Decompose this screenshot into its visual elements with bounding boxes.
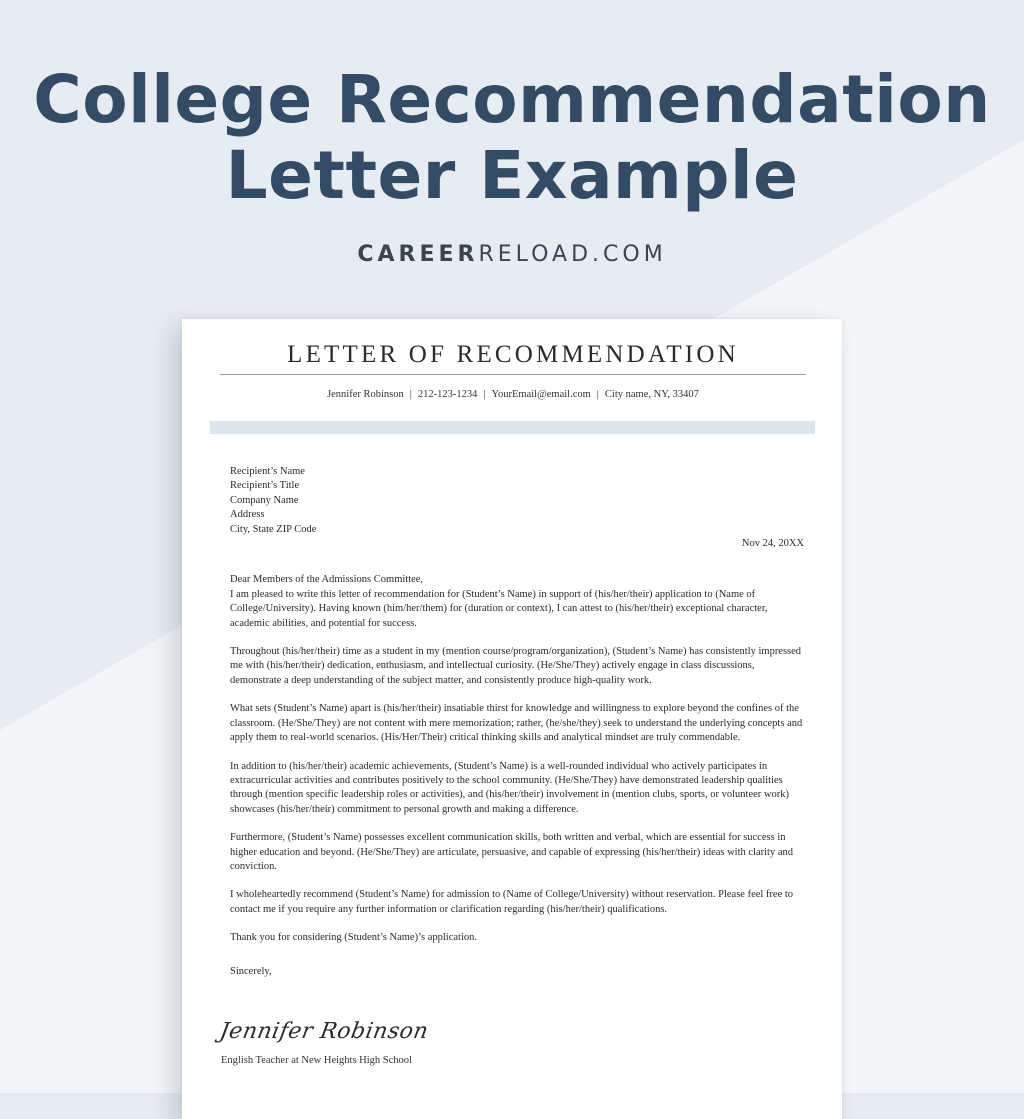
paragraph: I wholeheartedly recommend (Student’s Name) for admission to (Name of College/University) without reservation. Please feel free to contact me if you require any further information or clarification regarding (his/her/their) qualifications. xyxy=(230,889,794,915)
paragraph: What sets (Student’s Name) apart is (his/her/their) insatiable thirst for knowledge and willingness to explore beyond the confines of the classroom. (He/She/They) are not content with mere memorization; rather, (he/she/they) seek to understand the underlying concepts and apply them to real-world scenarios. (His/Her/Their) critical thinking skills and analytical mindset are truly commendable. xyxy=(230,703,803,744)
letter-body xyxy=(230,465,804,979)
paragraph: Thank you for considering (Student’s Name)’s application. xyxy=(230,932,477,944)
contact-phone: 212-123-1234 xyxy=(417,389,478,400)
contact-separator: | xyxy=(596,389,599,400)
brand-bold-text: CAREER xyxy=(357,242,479,267)
recipient-line: City, State ZIP Code xyxy=(230,523,317,535)
paragraph: Furthermore, (Student’s Name) possesses excellent communication skills, both written and verbal, which are essential for success in higher education and beyond. (He/She/They) are articulate, persuasive, and capable of expressing (his/her/their) ideas with clarity and conviction. xyxy=(230,832,793,872)
recipient-line: Address xyxy=(230,509,265,521)
contact-email: YourEmail@email.com xyxy=(491,389,591,400)
signer-title: English Teacher at New Heights High School xyxy=(221,1055,412,1066)
brand-light-text: RELOAD.COM xyxy=(478,242,667,267)
contact-name: Jennifer Robinson xyxy=(327,389,404,400)
header-band xyxy=(210,421,815,434)
title-line-1: College Recommendation xyxy=(33,61,991,138)
recipient-line: Recipient’s Name xyxy=(230,466,305,477)
paragraph: I am pleased to write this letter of recommendation for (Student’s Name) in support of (his/her/their) application to (Name of College/University). Having known (him/her/them) for (duration or context), I can attest to (his/her/their) exceptional character, academic abilities, and potential for success. xyxy=(230,588,768,629)
letter-title: LETTER OF RECOMMENDATION xyxy=(287,341,739,368)
recipient-line: Company Name xyxy=(230,494,299,506)
contact-line xyxy=(220,389,806,400)
recipient-block xyxy=(230,465,804,537)
signature: Jennifer Robinson xyxy=(217,1019,431,1044)
title-divider xyxy=(220,374,806,375)
contact-location: City name, NY, 33407 xyxy=(604,389,699,400)
closing: Sincerely, xyxy=(230,965,272,977)
paragraph: In addition to (his/her/their) academic achievements, (Student’s Name) is a well-rounded individual who actively participates in extracurricular activities and contributes positively to the school community. (He/She/They) have demonstrated leadership qualities through (mention specific leadership roles or activities), and (his/her/their) involvement in (mention clubs, sports, or volunteer work) showcases (his/her/their) commitment to personal growth and making a difference. xyxy=(230,760,789,815)
page-header xyxy=(0,62,1024,267)
title-line-2: Letter Example xyxy=(225,137,799,214)
salutation: Dear Members of the Admissions Committee, xyxy=(230,574,424,586)
letter-date: Nov 24, 20XX xyxy=(741,538,804,550)
contact-separator: | xyxy=(409,389,412,400)
brand-logo xyxy=(0,242,1024,267)
paragraph: Throughout (his/her/their) time as a student in my (mention course/program/organization), (Student’s Name) has consistently impressed me with (his/her/their) dedication, enthusiasm, and intellectual curiosity. (He/She/They) actively engage in class discussions, demonstrate a deep understanding of the subject matter, and consistently produce high-quality work. xyxy=(230,646,802,686)
page-title xyxy=(0,62,1024,214)
contact-separator: | xyxy=(483,389,486,400)
recipient-line: Recipient’s Title xyxy=(230,480,300,492)
letter-document xyxy=(182,319,842,1119)
